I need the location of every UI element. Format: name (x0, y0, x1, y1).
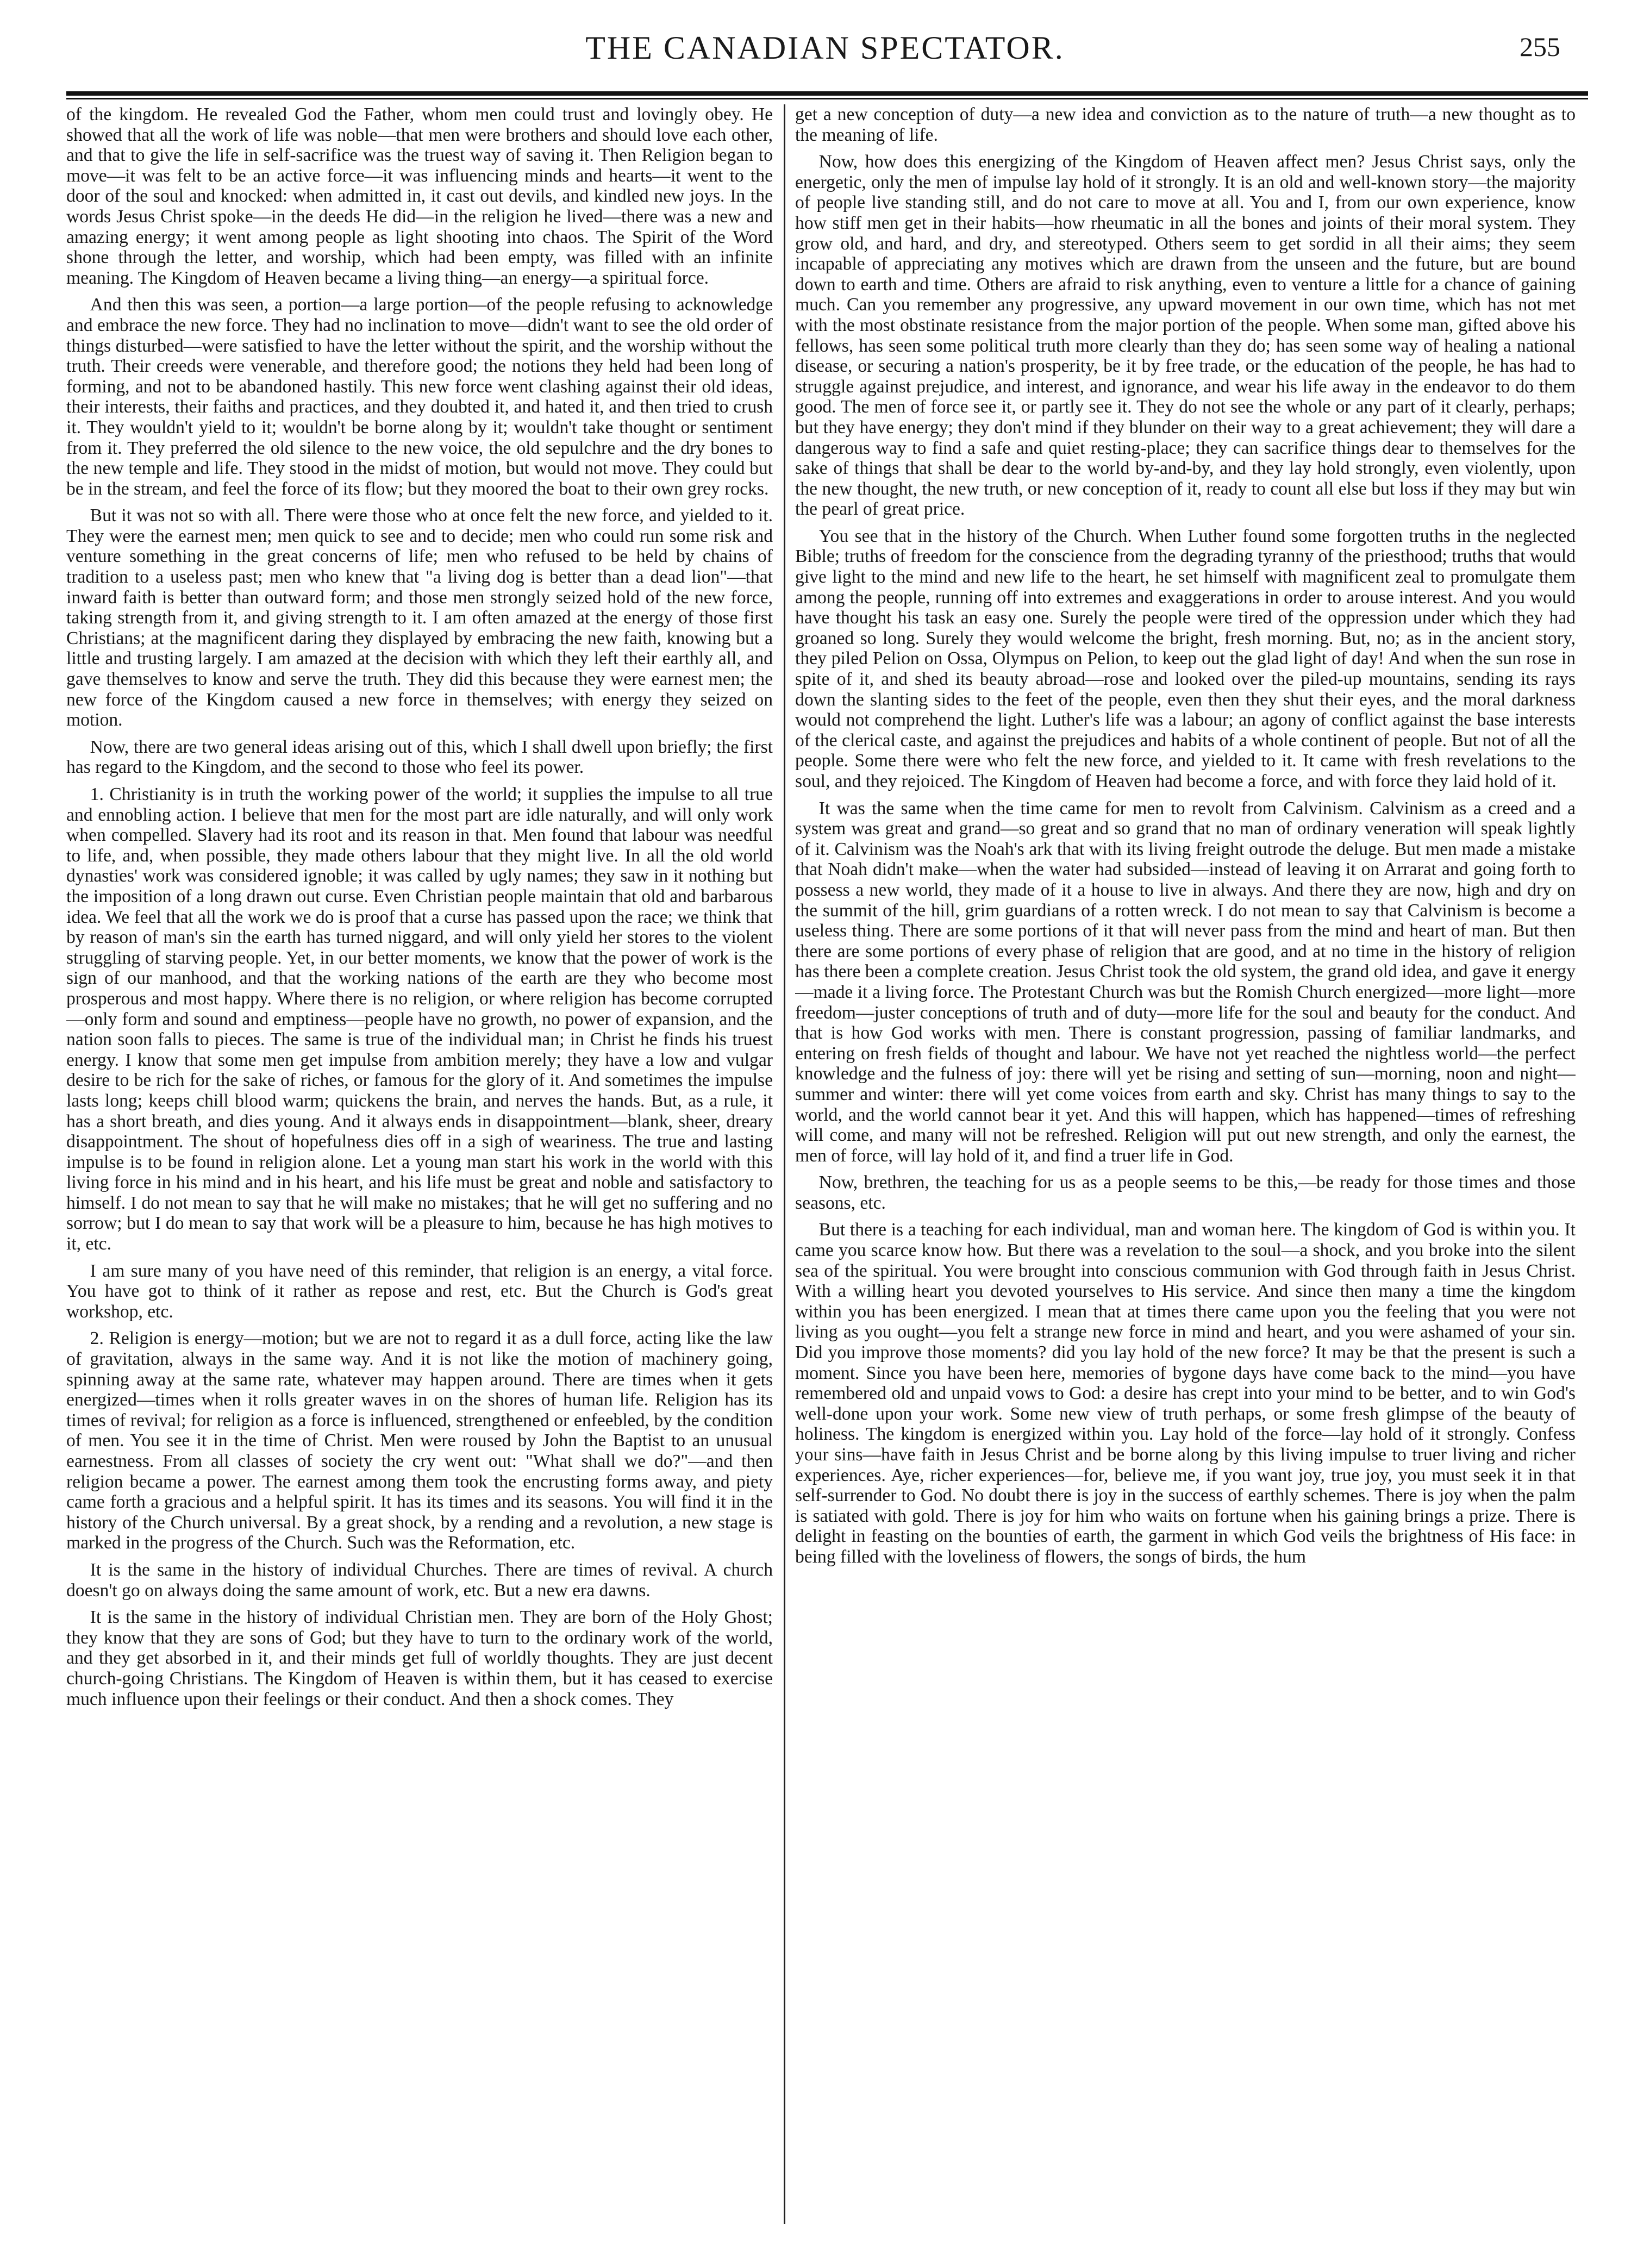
left-column (66, 104, 773, 2224)
paragraph: But there is a teaching for each individual, man and woman here. The kingdom of God is within you. It came you scarce know how. But there was a revelation to the soul—a shock, and you broke into the silent sea of the spiritual. You were brought into conscious communion with God through faith in Jesus Christ. With a willing heart you devoted yourselves to His service. And since then many a time the kingdom within you has been energized. I mean that at times there came upon you the feeling that you were not living as you ought—you felt a strange new force in mind and heart, and you were ashamed of your sin. Did you improve those moments? did you lay hold of the new force? It may be that the present is such a moment. Since you have been here, memories of bygone days have come back to the mind—you have remembered old and unpaid vows to God: a desire has crept into your mind to be better, and to win God's well-done upon your work. Some new view of truth perhaps, or some fresh glimpse of the beauty of holiness. The kingdom is energized within you. Lay hold of the force—lay hold of it strongly. Confess your sins—have faith in Jesus Christ and be borne along by this living impulse to truer living and richer experiences. Aye, richer experiences—for, believe me, if you want joy, true joy, you must seek it in that self-surrender to God. No doubt there is joy in the success of earthly schemes. There is joy when the palm is satiated with gold. There is joy for him who waits on fortune when his gaining brings a prize. There is delight in feasting on the bounties of earth, the garment in which God veils the brightness of His face: in being filled with the loveliness of flowers, the songs of birds, the hum (795, 1220, 1576, 1567)
paragraph: of the kingdom. He revealed God the Father, whom men could trust and lovingly obey. He showed that all the work of life was noble—that men were brothers and should love each other, and that to give the life in self-sacrifice was the truest way of saving it. Then Religion began to move—it was felt to be an active force—it was influencing minds and hearts—it went to the door of the soul and knocked: when admitted in, it cast out devils, and kindled new joys. In the words Jesus Christ spoke—in the deeds He did—in the religion he lived—there was a new and amazing energy; it went among people as light shooting into chaos. The Spirit of the Word shone through the letter, and worship, which had been empty, was filled with an infinite meaning. The Kingdom of Heaven became a living thing—an energy—a spiritual force. (66, 104, 773, 288)
publication-title: THE CANADIAN SPECTATOR. (585, 30, 1065, 66)
column-divider (784, 104, 785, 2224)
paragraph: It was the same when the time came for men to revolt from Calvinism. Calvinism as a creed and a system was great and grand—so great and so grand that no man of ordinary veneration will speak lightly of it. Calvinism was the Noah's ark that with its living freight outrode the deluge. But men made a mistake that Noah didn't make—when the water had subsided—instead of leaving it on Arrarat and going forth to possess a new world, they made of it a house to live in always. And there they are now, high and dry on the summit of the hill, grim guardians of a rotten wreck. I do not mean to say that Calvinism is become a useless thing. There are some portions of it that will never pass from the mind and heart of man. But then there are some portions of every phase of religion that are good, and at no time in the history of religion has there been a complete creation. Jesus Christ took the old system, the grand old idea, and gave it energy—made it a living force. The Protestant Church was but the Romish Church energized—more light—more freedom—juster conceptions of truth and of duty—more life for the soul and beauty for the conduct. And that is how God works with men. There is constant progression, passing of familiar landmarks, and entering on fresh fields of thought and labour. We have not yet reached the nightless world—the perfect knowledge and the fulness of joy: there will yet be rising and setting of sun—morning, noon and night—summer and winter: there will yet come voices from earth and sky. Christ has many things to say to the world, and the world cannot bear it yet. And this will happen, which has happened—times of refreshing will come, and many will not be refreshed. Religion will put out new strength, and only the earnest, the men of force, will lay hold of it, and find a truer life in God. (795, 798, 1576, 1166)
paragraph: 1. Christianity is in truth the working power of the world; it supplies the impulse to all true and ennobling action. I believe that men for the most part are idle naturally, and will only work when compelled. Slavery had its root and its reason in that. Men found that labour was needful to life, and, when possible, they made others labour that they might live. In all the old world dynasties' work was considered ignoble; it was called by ugly names; they saw in it nothing but the imposition of a long drawn out curse. Even Christian people maintain that old and barbarous idea. We feel that all the work we do is proof that a curse has passed upon the race; we think that by reason of man's sin the earth has turned niggard, and will only yield her stores to the violent struggling of starving people. Yet, in our better moments, we know that the power of work is the sign of our manhood, and that the working nations of the earth are they who become most prosperous and most happy. Where there is no religion, or where religion has become corrupted—only form and sound and emptiness—people have no growth, no power of expansion, and the nation soon falls to pieces. The same is true of the individual man; in Christ he finds his truest energy. I know that some men get impulse from ambition merely; they have a low and vulgar desire to be rich for the sake of riches, or famous for the glory of it. And sometimes the impulse lasts long; keeps chill blood warm; quickens the brain, and nerves the hands. But, as a rule, it has a short breath, and dies young. And it always ends in disappointment—blank, sheer, dreary disappointment. The shout of hopefulness dies off in a sigh of weariness. The true and lasting impulse is to be found in religion alone. Let a young man start his work in the world with this living force in his mind and in his heart, and his life must be great and noble and satisfactory to himself. I do not mean to say that he will make no mistakes; that he will get no suffering and no sorrow; but I do mean to say that work will be a pleasure to him, because he has high motives to it, etc. (66, 784, 773, 1254)
paragraph: And then this was seen, a portion—a large portion—of the people refusing to acknowledge and embrace the new force. They had no inclination to move—didn't want to see the old order of things disturbed—were satisfied to have the letter without the spirit, and the worship without the truth. Their creeds were venerable, and therefore good; the notions they held had been long of forming, and not to be abandoned hastily. This new force went clashing against their old ideas, their interests, their faiths and practices, and they doubted it, and hated it, and then tried to crush it. They wouldn't yield to it; wouldn't be borne along by it; wouldn't take thought or sentiment from it. They preferred the old silence to the new voice, the old sepulchre and the dry bones to the new temple and life. They stood in the midst of motion, but would not move. They could but be in the stream, and feel the force of its flow; but they moored the boat to their own grey rocks. (66, 295, 773, 499)
header-rule-thick (66, 91, 1588, 96)
masthead (0, 26, 1650, 70)
paragraph: Now, how does this energizing of the Kingdom of Heaven affect men? Jesus Christ says, only the energetic, only the men of impulse lay hold of it strongly. It is an old and well-known story—the majority of people live standing still, and do not care to move at all. You and I, from our own experience, know how stiff men get in their habits—how rheumatic in all the bones and joints of their moral system. They grow old, and hard, and dry, and stereotyped. Others seem to get sordid in all their aims; they seem incapable of appreciating any motives which are drawn from the unseen and the future, but are bound down to earth and time. Others are afraid to risk anything, even to venture a little for a chance of gaining much. Can you remember any progressive, any upward movement in our own time, which has not met with the most obstinate resistance from the major portion of the people. When some man, gifted above his fellows, has seen some political truth more clearly than they do; has seen some way of healing a national disease, or securing a nation's prosperity, be it by free trade, or the education of the people, he has had to struggle against prejudice, and interest, and ignorance, and wear his life away in the endeavor to do them good. The men of force see it, or partly see it. They do not see the whole or any part of it clearly, perhaps; but they have energy; they don't mind if they blunder on their way to a great achievement; they will dare a dangerous way to find a safe and quiet resting-place; they can sacrifice things dear to themselves for the sake of things that shall be dear to the world by-and-by, and they lay hold strongly, even violently, upon the new thought, the new truth, or new conception of it, ready to count all else but loss if they may but win the pearl of great price. (795, 152, 1576, 520)
page-number: 255 (1520, 32, 1560, 62)
header-rule-thin (66, 98, 1588, 99)
paragraph: 2. Religion is energy—motion; but we are not to regard it as a dull force, acting like the law of gravitation, always in the same way. And it is not like the motion of machinery going, spinning away at the same rate, whatever may happen around. There are times when it gets energized—times when it rolls greater waves in on the shores of human life. Religion has its times of revival; for religion as a force is influenced, strengthened or enfeebled, by the condition of men. You see it in the time of Christ. Men were roused by John the Baptist to an unusual earnestness. From all classes of society the cry went out: "What shall we do?"—and then religion became a power. The earnest among them took the encrusting forms away, and piety came forth a gracious and a helpful spirit. It has its times and its seasons. You will find it in the history of the Church universal. By a great shock, by a rending and a revolution, a new stage is marked in the progress of the Church. Such was the Reformation, etc. (66, 1328, 773, 1553)
paragraph: But it was not so with all. There were those who at once felt the new force, and yielded to it. They were the earnest men; men quick to see and to decide; men who could run some risk and venture something in the great concerns of life; men who refused to be held by chains of tradition to a useless past; men who knew that "a living dog is better than a dead lion"—that inward faith is better than outward form; and those men strongly seized hold of the new force, taking strength from it, and giving strength to it. I am often amazed at the energy of those first Christians; at the magnificent daring they displayed by embracing the new faith, knowing but a little and trusting largely. I am amazed at the decision with which they left their earthly all, and gave themselves to know and serve the truth. They did this because they were earnest men; the new force of the Kingdom caused a new force in themselves; with energy they seized on motion. (66, 505, 773, 730)
paragraph: You see that in the history of the Church. When Luther found some forgotten truths in the neglected Bible; truths of freedom for the conscience from the degrading tyranny of the priesthood; truths that would give light to the mind and new life to the heart, he set himself with magnificent zeal to promulgate them among the people, running off into extremes and exaggerations in order to arouse interest. And you would have thought his task an easy one. Surely the people were tired of the oppression under which they had groaned so long. Surely they would welcome the bright, fresh morning. But, no; as in the ancient story, they piled Pelion on Ossa, Olympus on Pelion, to keep out the glad light of day! And when the sun rose in spite of it, and shed its beauty abroad—rose and looked over the piled-up mountains, sending its rays down the slanting sides to the feet of the people, even then they shut their eyes, and the moral darkness would not comprehend the light. Luther's life was a labour; an agony of conflict against the base interests of the clerical caste, and against the prejudices and habits of a whole continent of people. But not of all the people. Some there were who felt the new force, and yielded to it. It came with fresh revelations to the soul, and they rejoiced. The Kingdom of Heaven had become a force, and with force they laid hold of it. (795, 526, 1576, 791)
paragraph: Now, brethren, the teaching for us as a people seems to be this,—be ready for those times and those seasons, etc. (795, 1172, 1576, 1213)
paragraph: It is the same in the history of individual Churches. There are times of revival. A church doesn't go on always doing the same amount of work, etc. But a new era dawns. (66, 1559, 773, 1601)
paragraph: Now, there are two general ideas arising out of this, which I shall dwell upon briefly; the first has regard to the Kingdom, and the second to those who feel its power. (66, 736, 773, 778)
paragraph: get a new conception of duty—a new idea and conviction as to the nature of truth—a new thought as to the meaning of life. (795, 104, 1576, 145)
right-column (795, 104, 1576, 2224)
paragraph: It is the same in the history of individual Christian men. They are born of the Holy Ghost; they know that they are sons of God; but they have to turn to the ordinary work of the world, and they get absorbed in it, and their minds get full of worldly thoughts. They are just decent church-going Christians. The Kingdom of Heaven is within them, but it has ceased to exercise much influence upon their feelings or their conduct. And then a shock comes. They (66, 1607, 773, 1709)
paragraph: I am sure many of you have need of this reminder, that religion is an energy, a vital force. You have got to think of it rather as repose and rest, etc. But the Church is God's great workshop, etc. (66, 1260, 773, 1322)
